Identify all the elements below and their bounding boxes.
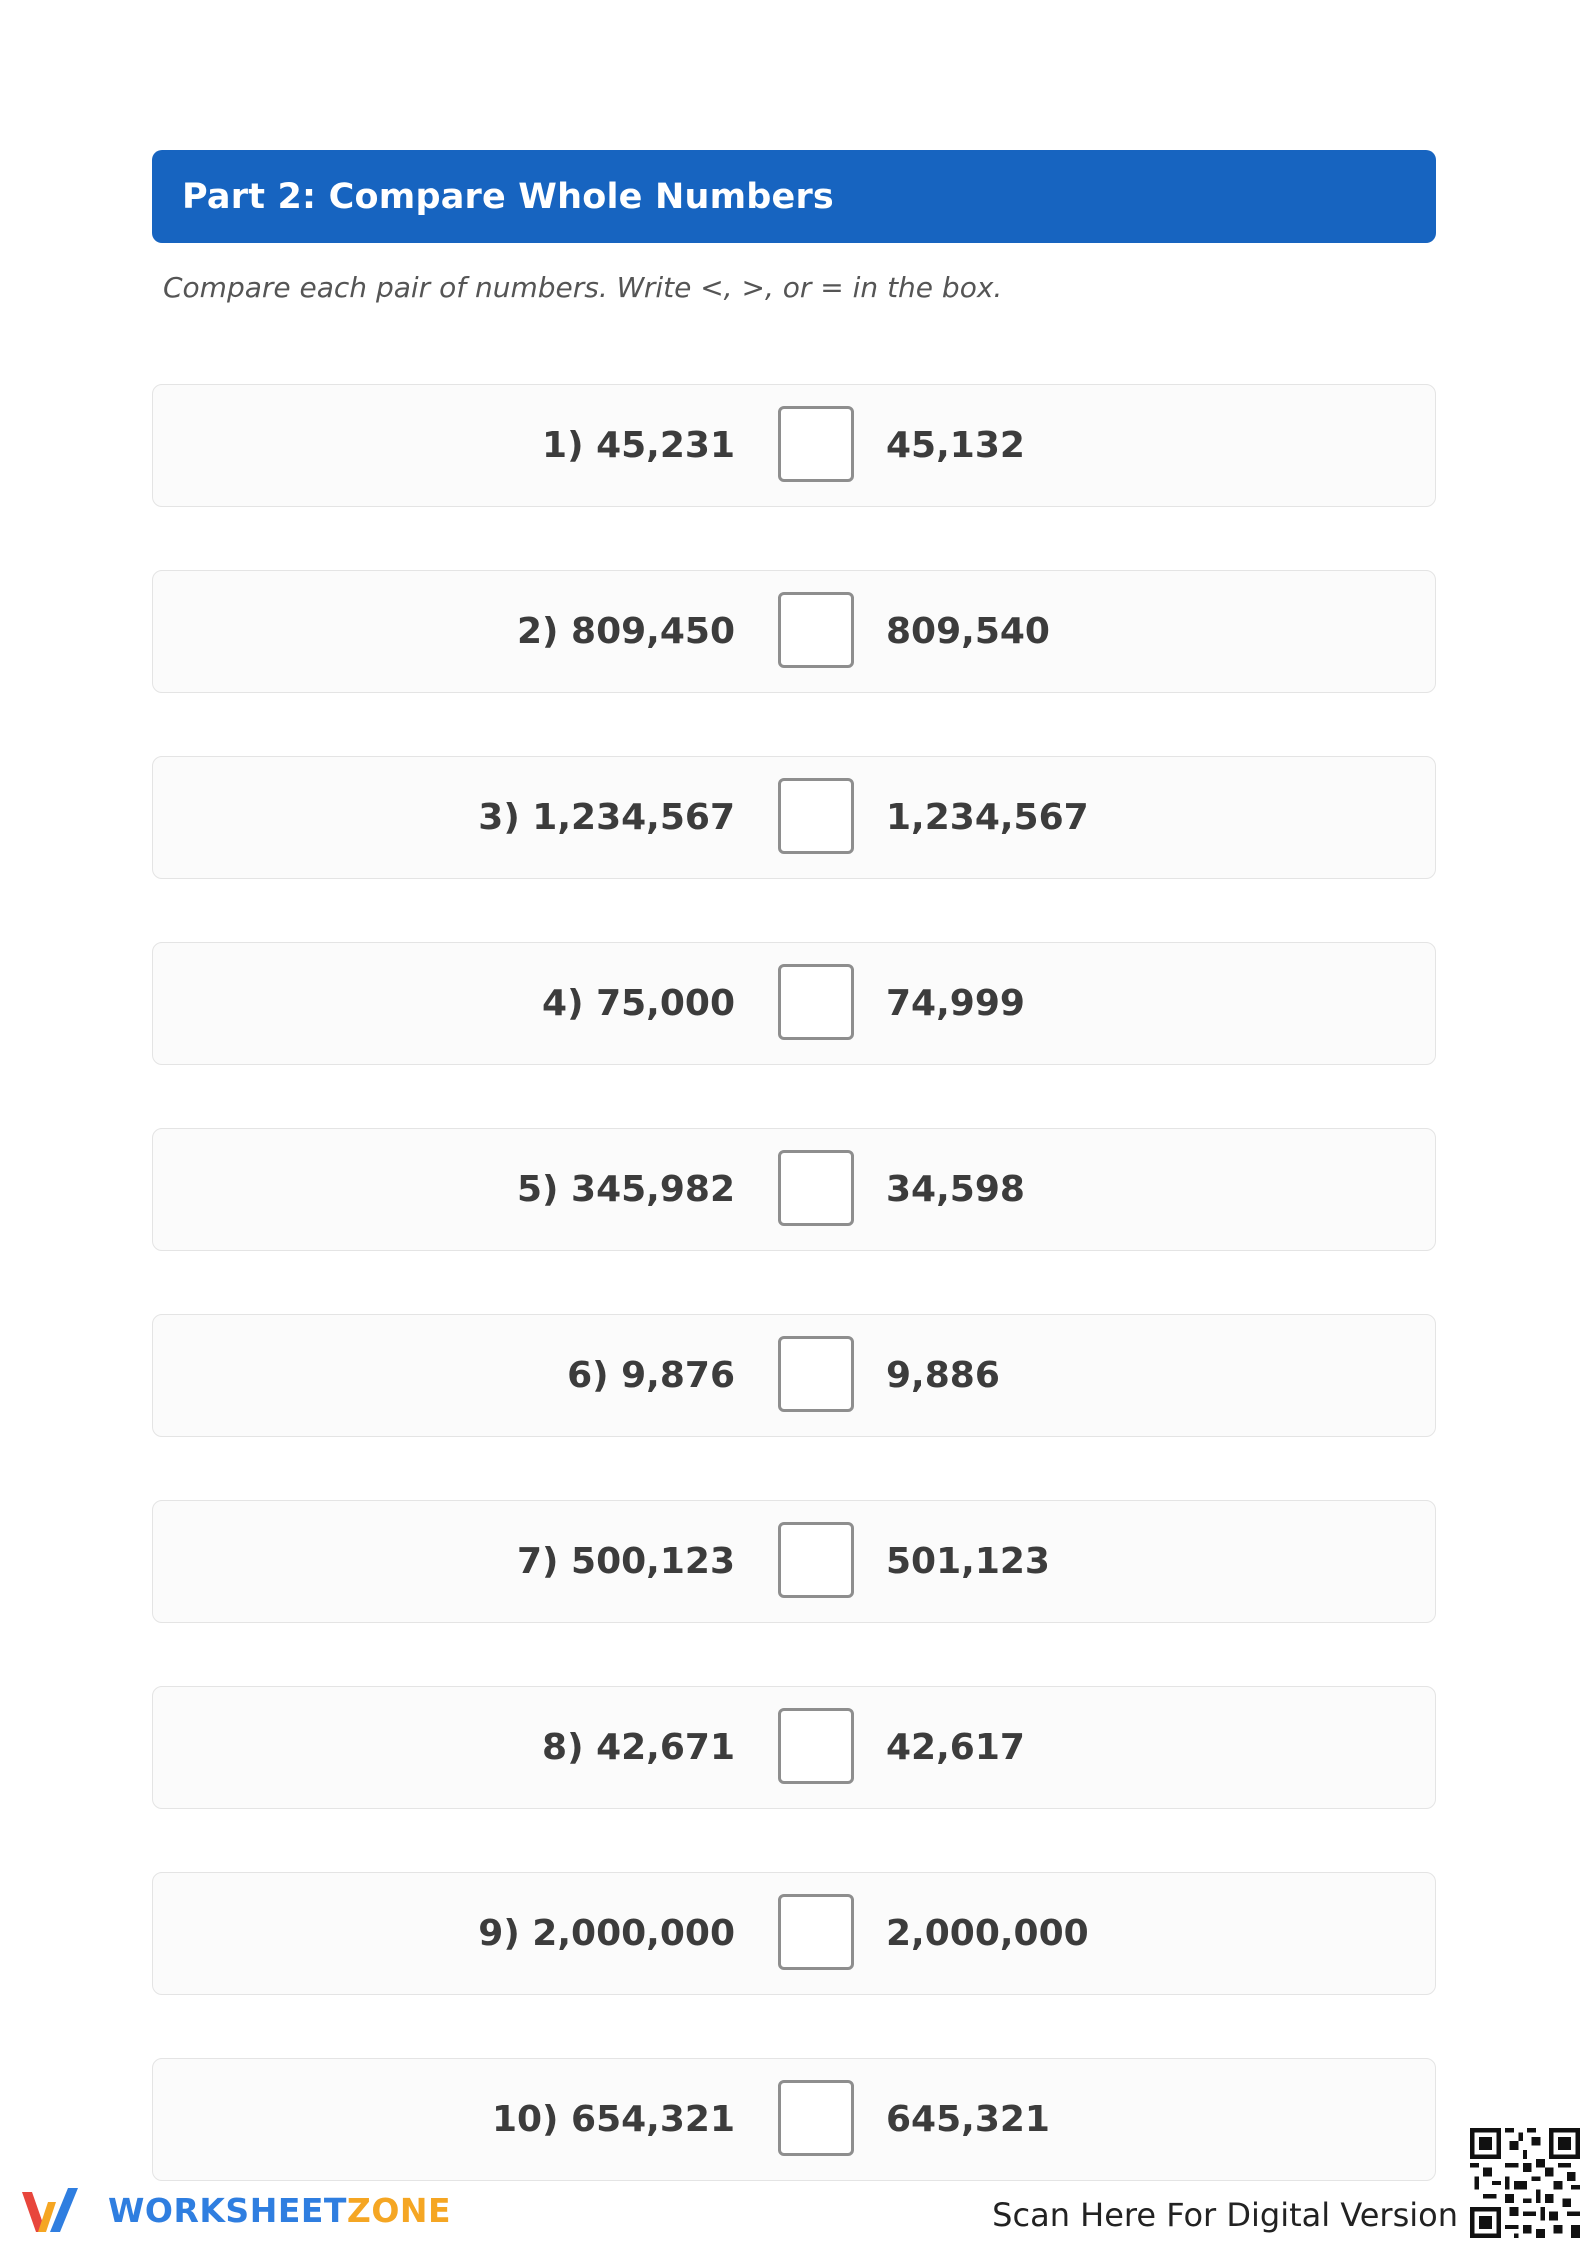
question-right-number: 645,321 xyxy=(886,2099,1050,2140)
scan-caption: Scan Here For Digital Version xyxy=(992,2196,1458,2234)
question-left-number: 6) 9,876 xyxy=(567,1355,735,1396)
section-title: Part 2: Compare Whole Numbers xyxy=(182,176,834,217)
answer-box[interactable] xyxy=(778,1336,854,1412)
question-row xyxy=(152,1500,1436,1623)
qr-code-icon[interactable] xyxy=(1470,2128,1580,2238)
answer-box[interactable] xyxy=(778,1150,854,1226)
question-row xyxy=(152,756,1436,879)
question-left-number: 10) 654,321 xyxy=(491,2099,735,2140)
answer-box[interactable] xyxy=(778,1894,854,1970)
question-row xyxy=(152,1686,1436,1809)
worksheetzone-logo-icon xyxy=(18,2182,94,2238)
answer-box[interactable] xyxy=(778,2080,854,2156)
question-row xyxy=(152,1872,1436,1995)
question-row xyxy=(152,942,1436,1065)
question-right-number: 2,000,000 xyxy=(886,1913,1089,1954)
question-left-number: 8) 42,671 xyxy=(542,1727,735,1768)
question-list xyxy=(152,384,1436,2244)
question-row xyxy=(152,2058,1436,2181)
question-row xyxy=(152,1314,1436,1437)
answer-box[interactable] xyxy=(778,1522,854,1598)
question-row xyxy=(152,570,1436,693)
question-left-number: 3) 1,234,567 xyxy=(478,797,735,838)
question-right-number: 1,234,567 xyxy=(886,797,1089,838)
question-row xyxy=(152,384,1436,507)
brand-name-part2: ZONE xyxy=(346,2190,452,2230)
answer-box[interactable] xyxy=(778,1708,854,1784)
question-left-number: 9) 2,000,000 xyxy=(478,1913,735,1954)
question-right-number: 74,999 xyxy=(886,983,1025,1024)
question-left-number: 2) 809,450 xyxy=(516,611,735,652)
question-right-number: 45,132 xyxy=(886,425,1025,466)
question-left-number: 7) 500,123 xyxy=(516,1541,735,1582)
brand-name-part1: WORKSHEET xyxy=(108,2190,347,2230)
question-right-number: 9,886 xyxy=(886,1355,1000,1396)
question-right-number: 34,598 xyxy=(886,1169,1025,1210)
question-right-number: 501,123 xyxy=(886,1541,1050,1582)
answer-box[interactable] xyxy=(778,778,854,854)
instructions-text: Compare each pair of numbers. Write <, >, or = in the box. xyxy=(163,271,1003,304)
section-header xyxy=(152,150,1436,243)
answer-box[interactable] xyxy=(778,592,854,668)
question-left-number: 4) 75,000 xyxy=(542,983,735,1024)
question-right-number: 809,540 xyxy=(886,611,1050,652)
question-right-number: 42,617 xyxy=(886,1727,1025,1768)
answer-box[interactable] xyxy=(778,406,854,482)
brand-name xyxy=(108,2191,451,2230)
brand-logo xyxy=(18,2182,451,2238)
question-row xyxy=(152,1128,1436,1251)
question-left-number: 5) 345,982 xyxy=(516,1169,735,1210)
answer-box[interactable] xyxy=(778,964,854,1040)
question-left-number: 1) 45,231 xyxy=(542,425,735,466)
